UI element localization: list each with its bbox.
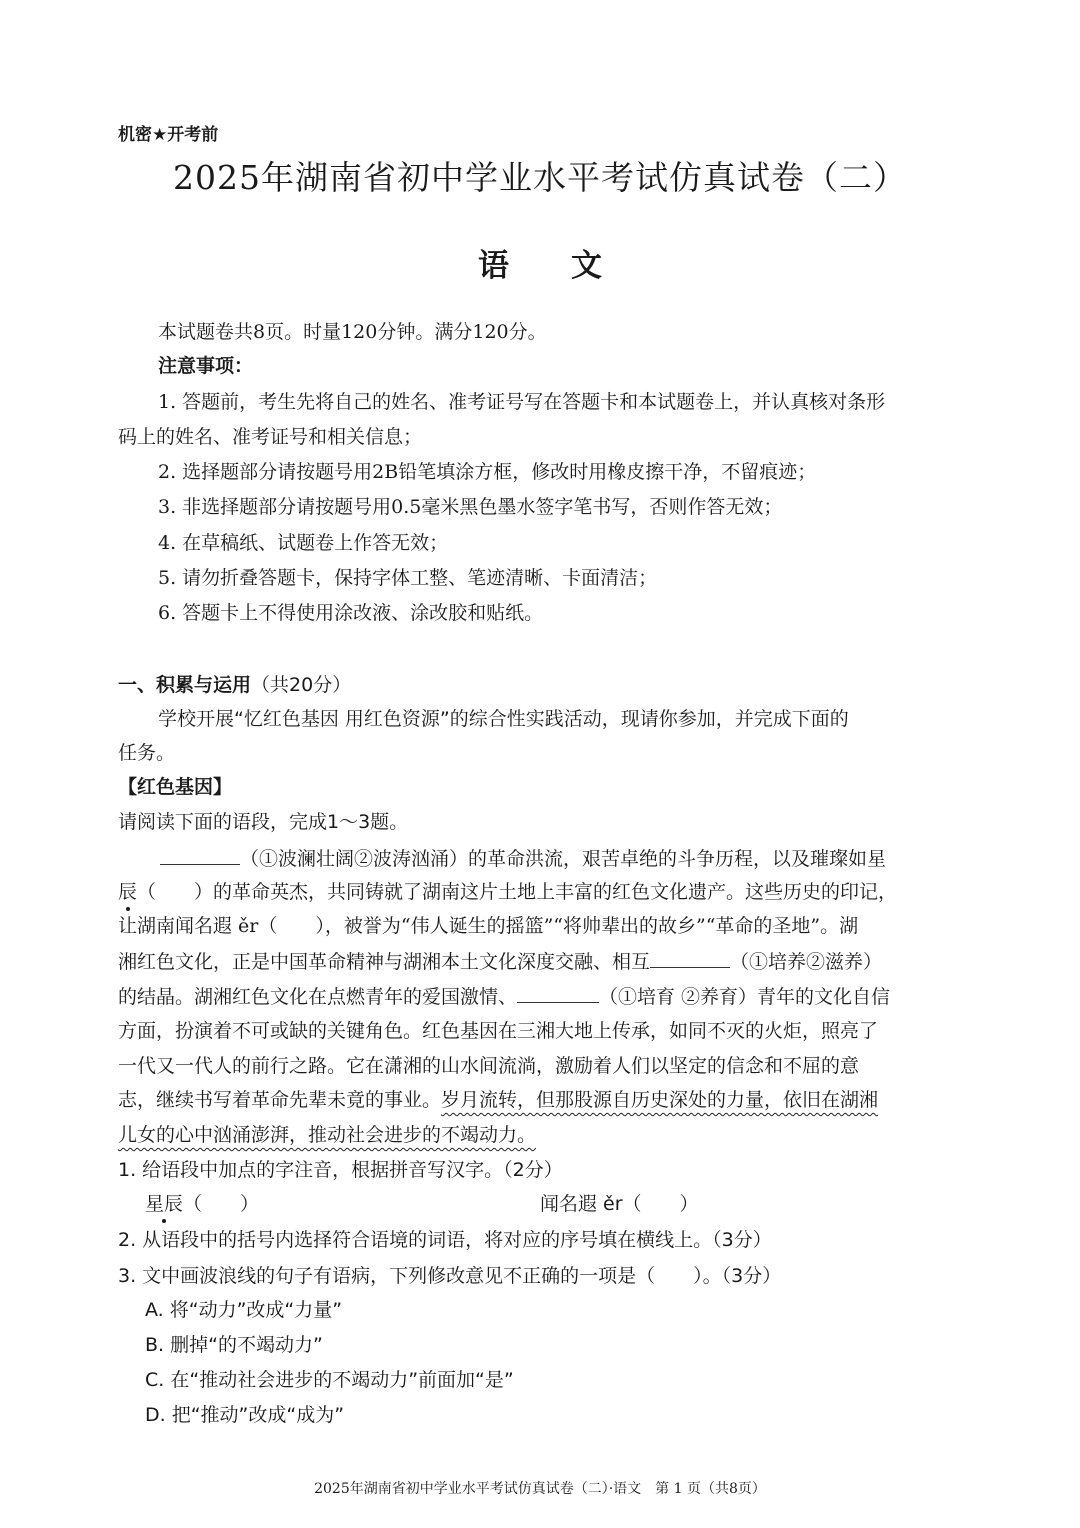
option-c[interactable]: C. 在“推动社会进步的不竭动力”前面加“是” xyxy=(145,1369,514,1391)
passage-line-2 xyxy=(118,880,897,904)
subject-title: 语文 xyxy=(478,248,664,284)
note-item-1-cont: 码上的姓名、准考证号和相关信息； xyxy=(118,426,423,448)
question-2: 2. 从语段中的括号内选择符合语境的词语，将对应的序号填在横线上。（3分） xyxy=(118,1229,772,1251)
notes-title: 注意事项： xyxy=(158,355,254,377)
passage-line-3: 让湖南闻名遐 ěr（ ），被誉为“伟人诞生的摇篮”“将帅辈出的故乡”“革命的圣地”。湖 xyxy=(118,915,859,937)
section-intro-cont: 任务。 xyxy=(118,742,176,764)
question-1-part-b: 闻名遐 ěr（ ） xyxy=(540,1193,699,1215)
dotted-char: 辰 xyxy=(118,881,138,903)
passage-text: （ ）的革命英杰，共同铸就了湖南这片土地上丰富的红色文化遗产。这些历史的印记， xyxy=(137,881,898,903)
note-item-5: 5. 请勿折叠答题卡，保持字体工整、笔迹清晰、卡面清洁； xyxy=(158,567,658,589)
option-d[interactable]: D. 把“推动”改成“成为” xyxy=(145,1404,345,1426)
passage-text: 的结晶。湖湘红色文化在点燃青年的爱国激情、 xyxy=(118,986,518,1008)
dotted-word: 星辰 xyxy=(145,1193,184,1215)
note-item-1: 1. 答题前，考生先将自己的姓名、准考证号写在答题卡和本试题卷上，并认真核对条形 xyxy=(158,391,886,413)
passage-line-8 xyxy=(118,1088,878,1112)
passage-line-4 xyxy=(118,949,882,974)
passage-line-7: 一代又一代人的前行之路。它在潇湘的山水间流淌，激励着人们以坚定的信念和不屈的意 xyxy=(118,1055,860,1077)
option-b[interactable]: B. 删掉“的不竭动力” xyxy=(145,1334,323,1356)
section-heading-points: （共20分） xyxy=(251,674,352,696)
note-item-3: 3. 非选择题部分请按题号用0.5毫米黑色墨水签字笔书写，否则作答无效； xyxy=(158,496,783,518)
passage-text: （①培养②滋养） xyxy=(730,951,883,973)
exam-summary: 本试题卷共8页。时量120分钟。满分120分。 xyxy=(158,321,547,343)
passage-text: （①波澜壮阔②波涛汹涌）的革命洪流，艰苦卓绝的斗争历程，以及璀璨如星 xyxy=(240,848,887,870)
reading-prompt: 请阅读下面的语段，完成1～3题。 xyxy=(118,811,409,833)
passage-text: （①培育 ②养育）青年的文化自信 xyxy=(599,986,891,1008)
passage-line-1 xyxy=(160,846,886,871)
passage-text: 志，继续书写着革命先辈未竟的事业。 xyxy=(118,1089,442,1111)
answer-blank[interactable] xyxy=(650,949,730,968)
note-item-4: 4. 在草稿纸、试题卷上作答无效； xyxy=(158,532,449,554)
answer-paren[interactable]: （ ） xyxy=(183,1193,260,1215)
question-3: 3. 文中画波浪线的句子有语病，下列修改意见不正确的一项是（ ）。（3分） xyxy=(118,1265,782,1287)
exam-title: 2025年湖南省初中学业水平考试仿真试卷（二） xyxy=(173,158,907,197)
passage-line-5 xyxy=(118,984,890,1009)
section-heading-title: 一、积累与运用 xyxy=(118,674,252,696)
section-intro: 学校开展“忆红色基因 用红色资源”的综合性实践活动，现请你参加，并完成下面的 xyxy=(158,708,849,730)
confidential-label: 机密★开考前 xyxy=(118,125,219,145)
note-item-6: 6. 答题卡上不得使用涂改液、涂改胶和贴纸。 xyxy=(158,602,544,624)
red-gene-tag: 【红色基因】 xyxy=(118,776,233,798)
answer-blank[interactable] xyxy=(517,984,599,1003)
answer-blank[interactable] xyxy=(160,846,240,865)
question-1: 1. 给语段中加点的字注音，根据拼音写汉字。（2分） xyxy=(118,1159,563,1181)
question-1-part-a xyxy=(145,1192,259,1216)
note-item-2: 2. 选择题部分请按题号用2B铅笔填涂方框，修改时用橡皮擦干净，不留痕迹； xyxy=(158,461,817,483)
passage-line-9: 儿女的心中汹涌澎湃，推动社会进步的不竭动力。 xyxy=(118,1124,537,1146)
section-heading xyxy=(118,673,351,697)
wavy-underlined-sentence: 岁月流转，但那股源自历史深处的力量，依旧在湖湘 xyxy=(441,1089,879,1111)
page-footer: 2025年湖南省初中学业水平考试仿真试卷（二）·语文 第 1 页（共8页） xyxy=(314,1481,766,1497)
passage-text: 湘红色文化，正是中国革命精神与湖湘本土文化深度交融、相互 xyxy=(118,951,651,973)
passage-line-6: 方面，扮演着不可或缺的关键角色。红色基因在三湘大地上传承，如同不灭的火炬，照亮了 xyxy=(118,1020,879,1042)
option-a[interactable]: A. 将“动力”改成“力量” xyxy=(145,1299,343,1321)
